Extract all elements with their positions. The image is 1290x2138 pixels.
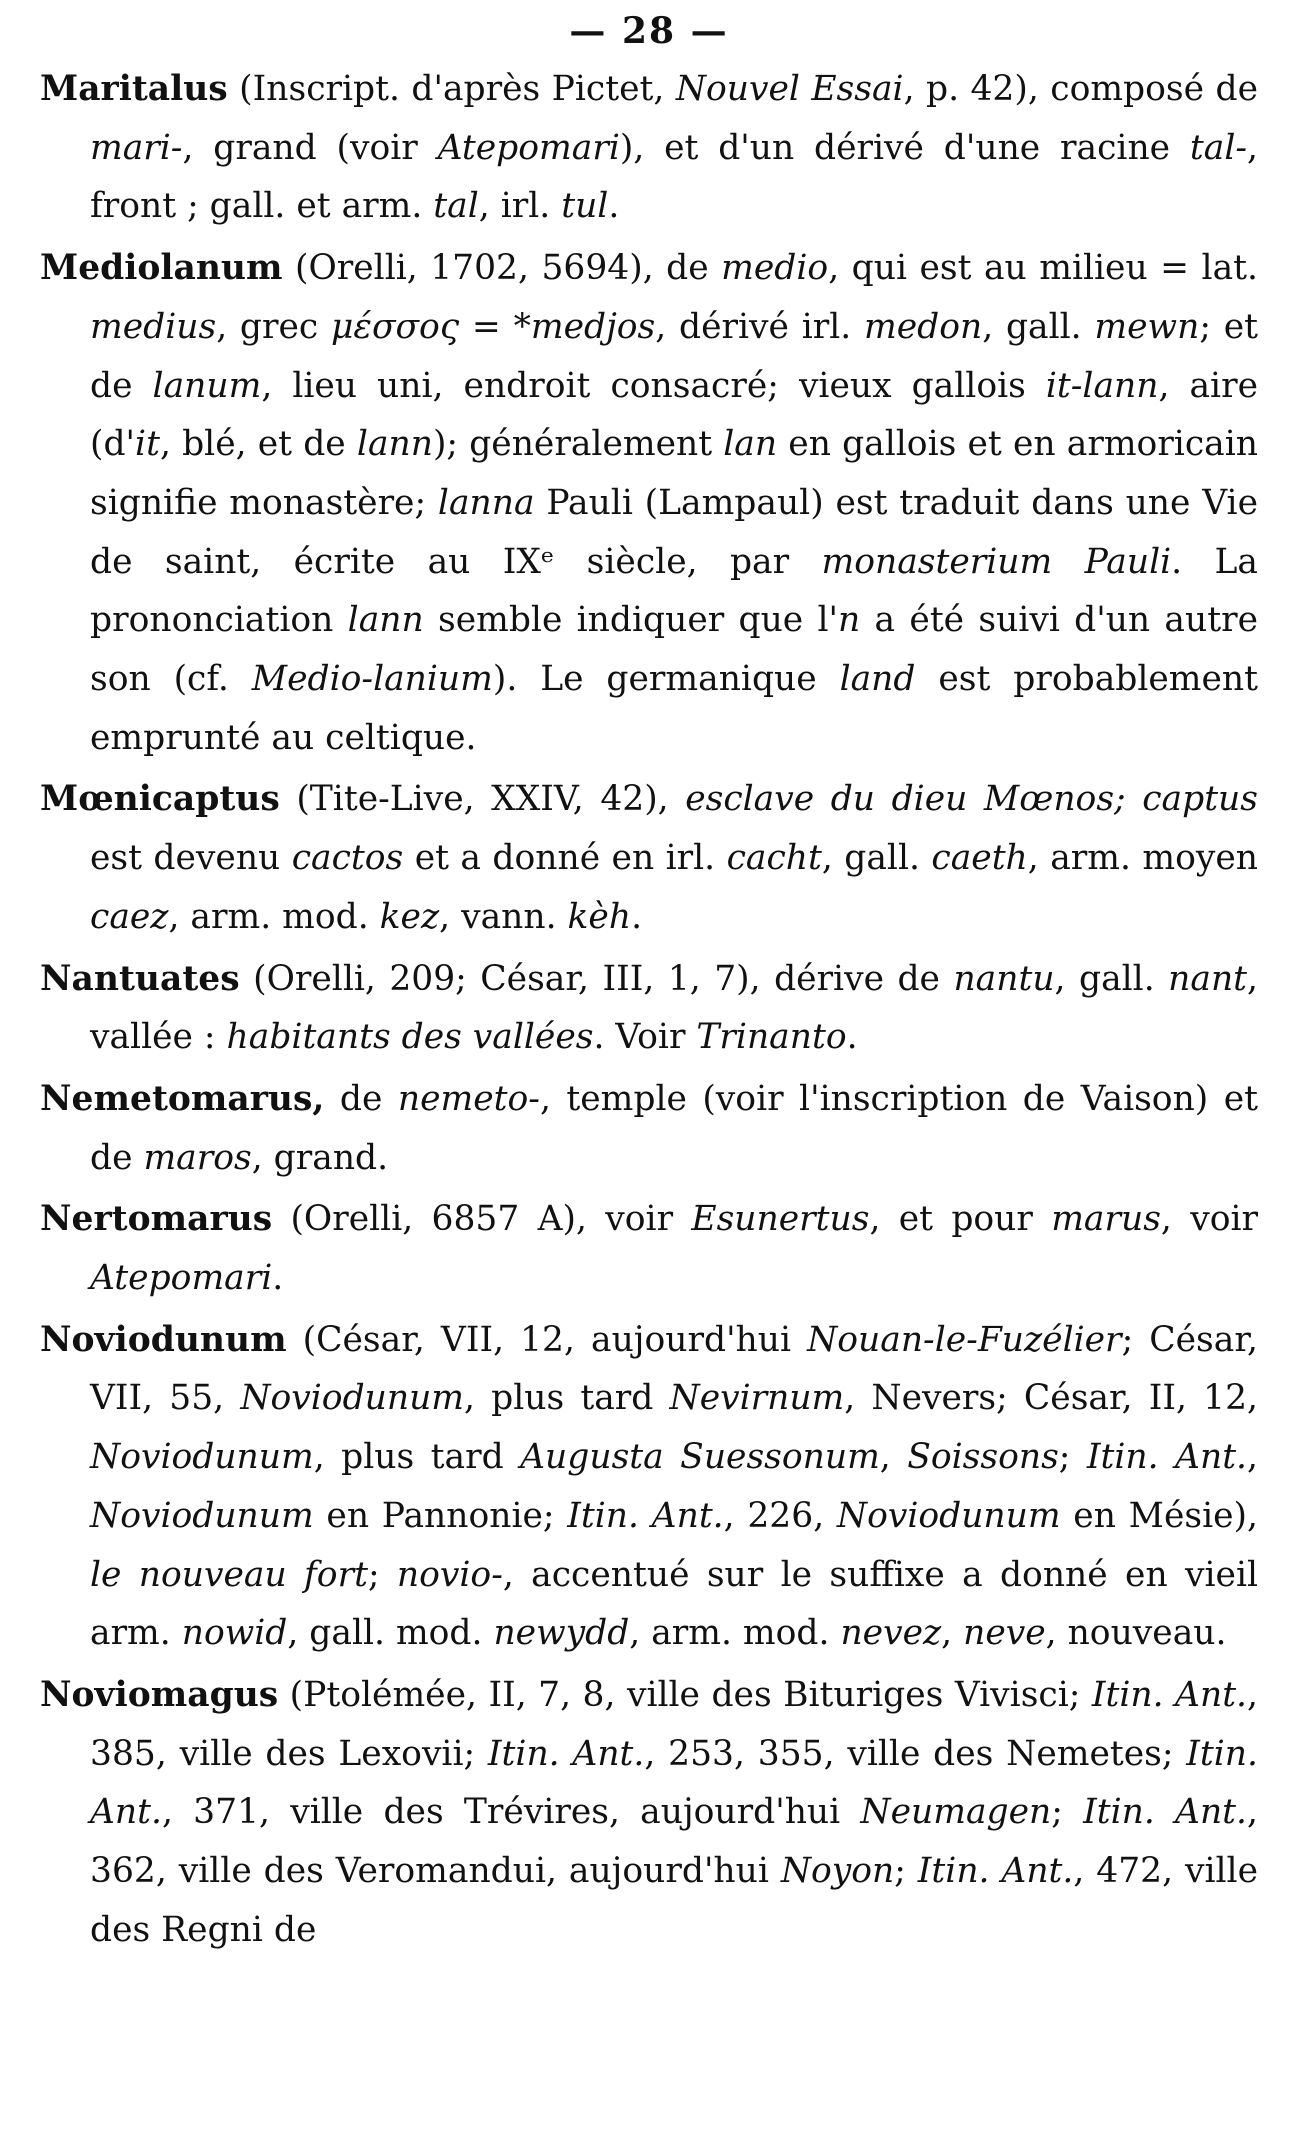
entry-text: , front ; gall. et arm. — [90, 127, 1258, 227]
dictionary-entry — [40, 1190, 1258, 1307]
italic-term: lan — [723, 424, 778, 465]
italic-term: cacht — [726, 838, 822, 879]
entry-text: , 472, ville des Regni de — [90, 1851, 1258, 1950]
entry-headword: Mediolanum — [40, 248, 283, 289]
entry-text: (Orelli, 209; César, III, 1, 7), dérive de — [239, 958, 954, 999]
italic-term: tal — [433, 186, 479, 227]
italic-term: mari- — [90, 127, 183, 168]
entry-text: , arm. mod. — [168, 896, 380, 937]
entry-text: , grand. — [251, 1137, 389, 1178]
entry-headword: Noviomagus — [40, 1674, 279, 1715]
entry-headword: Nertomarus — [40, 1199, 273, 1240]
entry-text: , gall. — [1054, 958, 1169, 999]
entry-text: (César, VII, 12, aujourd'hui — [286, 1319, 808, 1360]
entry-text: , blé, et de — [159, 424, 357, 465]
entry-text: , 226, — [723, 1495, 837, 1536]
italic-term: Itin. Ant. — [917, 1851, 1074, 1892]
entry-headword: Maritalus — [40, 69, 228, 109]
entry-text: , nouveau. — [1045, 1613, 1227, 1654]
entry-headword: Mœnicaptus — [40, 779, 280, 820]
entry-text: et a donné en irl. — [403, 838, 727, 879]
italic-term: nemeto- — [397, 1078, 540, 1119]
italic-term: it-lann — [1045, 365, 1159, 406]
entry-text: , 253, 355, ville des Nemetes; — [644, 1733, 1187, 1774]
entry-text: en Pannonie; — [313, 1495, 568, 1536]
italic-term: Neumagen — [860, 1792, 1052, 1833]
entry-text: , irl. — [478, 186, 562, 227]
dictionary-entry — [40, 950, 1258, 1067]
entry-text: , vann. — [439, 896, 568, 937]
entry-text: Pauli (Lampaul) est traduit dans une Vie de saint, écrite au IXᵉ siècle, par — [90, 482, 1258, 582]
entry-text: , grand (voir — [182, 127, 438, 168]
entry-text: ; César, VII, 55, — [90, 1319, 1258, 1419]
italic-term: Noviodunum — [836, 1495, 1061, 1536]
entry-text: semble indiquer que l' — [423, 600, 839, 641]
entry-text: (Orelli, 1702, 5694), de — [282, 248, 722, 289]
italic-term: nevez — [840, 1613, 942, 1654]
italic-term: Medio-lanium — [251, 659, 493, 700]
entry-text: , arm. moyen — [1027, 838, 1258, 879]
italic-term: le nouveau fort — [90, 1554, 368, 1595]
entry-text: . — [608, 186, 620, 227]
entry-text: , gall. — [982, 306, 1095, 347]
entry-text: ; — [367, 1554, 397, 1595]
italic-term: Noviodunum — [90, 1495, 314, 1536]
entry-headword: Noviodunum — [40, 1319, 287, 1360]
italic-term: Noyon — [780, 1851, 895, 1892]
entry-text: , — [879, 1437, 908, 1478]
italic-term: Trinanto — [696, 1017, 847, 1058]
italic-term: newydd — [493, 1613, 630, 1654]
italic-term: Itin. Ant. — [1091, 1674, 1248, 1715]
entry-text: en gallois et en armoricain signifie monastère; — [90, 424, 1258, 523]
entry-text: , 371, ville des Trévires, aujourd'hui — [161, 1792, 861, 1833]
italic-term: Noviodunum — [240, 1378, 465, 1419]
entry-text: est devenu — [90, 838, 292, 879]
entry-headword: Nemetomarus, — [40, 1078, 325, 1119]
entry-text: est probablement emprunté au celtique. — [90, 659, 1259, 758]
entry-text: (Inscript. d'après Pictet, — [227, 69, 676, 109]
entry-text: ). Le germanique — [492, 659, 840, 700]
italic-term: nantu — [953, 958, 1055, 999]
dictionary-entry — [40, 1311, 1258, 1663]
italic-term: Itin. Ant. — [1086, 1437, 1248, 1478]
italic-term: Atepomari — [437, 127, 620, 168]
entry-text: , plus tard — [464, 1378, 670, 1419]
italic-term: Esunertus — [691, 1199, 870, 1240]
italic-term: tul — [561, 186, 609, 227]
italic-term: monasterium Pauli — [821, 541, 1172, 582]
italic-term: land — [839, 659, 916, 700]
entry-text: , gall. — [821, 838, 932, 879]
entry-text: , dérivé irl. — [655, 306, 864, 347]
italic-term: Augusta Suessonum — [520, 1437, 880, 1478]
italic-term: Noviodunum — [90, 1437, 314, 1478]
italic-term: lann — [347, 600, 424, 641]
dictionary-entry — [40, 770, 1258, 946]
italic-term: cactos — [291, 838, 404, 879]
italic-term: Nouvel Essai — [675, 69, 904, 109]
italic-term: habitants des vallées — [226, 1017, 594, 1058]
entry-text: ; — [894, 1851, 918, 1892]
entry-text: a été suivi d'un autre son (cf. — [90, 600, 1258, 700]
entry-text: ; — [1051, 1792, 1084, 1833]
italic-term: lann — [356, 424, 433, 465]
italic-term: Itin. Ant. — [90, 1733, 1258, 1833]
italic-term: it — [135, 424, 160, 465]
entry-text: (Tite-Live, XXIV, 42), — [279, 779, 686, 820]
italic-term: nowid — [181, 1613, 288, 1654]
entry-text: ), et d'un dérivé d'une racine — [619, 127, 1190, 168]
italic-term: kèh — [567, 896, 632, 937]
italic-term: neve — [963, 1613, 1046, 1654]
entry-text: . Voir — [593, 1017, 697, 1058]
dictionary-entry — [40, 60, 1258, 236]
italic-term: caeth — [931, 838, 1028, 879]
entry-text: ; et de — [90, 306, 1258, 406]
entry-text: , qui est au milieu = lat. — [828, 248, 1258, 289]
entry-text: , gall. mod. — [287, 1613, 494, 1654]
entry-text: , voir — [1160, 1199, 1258, 1240]
italic-term: Atepomari — [90, 1258, 273, 1299]
entry-text: , plus tard — [313, 1437, 521, 1478]
entry-text: ); généralement — [432, 424, 724, 465]
italic-term: esclave du dieu Mœnos; captus — [685, 779, 1258, 820]
entry-text: . La prononciation — [90, 541, 1258, 641]
entry-text: , p. 42), composé de — [903, 69, 1258, 109]
dictionary-entry — [40, 239, 1258, 767]
italic-term: n — [838, 600, 861, 641]
entry-text: , Nevers; César, II, 12, — [844, 1378, 1259, 1419]
entry-text: , et pour — [869, 1199, 1052, 1240]
entry-text: , 385, ville des Lexovii; — [90, 1674, 1258, 1774]
italic-term: mewn — [1094, 306, 1200, 347]
entry-text: , vallée : — [90, 958, 1258, 1058]
entry-text: (Orelli, 6857 A), voir — [272, 1199, 692, 1240]
italic-term: Nouan-le-Fuzélier — [807, 1319, 1122, 1360]
entry-text: ; — [1058, 1437, 1087, 1478]
italic-term: nant — [1168, 958, 1248, 999]
entry-text: = — [459, 306, 514, 347]
entry-text: . — [846, 1017, 858, 1058]
italic-term: medon — [864, 306, 983, 347]
entry-text: , lieu uni, endroit consacré; vieux gallois — [261, 365, 1046, 406]
italic-term: medio — [721, 248, 829, 289]
italic-term: Soissons — [907, 1437, 1059, 1478]
italic-term: Nevirnum — [669, 1378, 845, 1419]
dictionary-entry — [40, 1666, 1258, 1960]
italic-term: maros — [143, 1137, 252, 1178]
entry-text: . — [631, 896, 643, 937]
italic-term: μέσσος — [331, 306, 460, 347]
italic-term: Itin. Ant. — [567, 1495, 724, 1536]
entry-text: . — [272, 1258, 284, 1299]
entry-text: , accentué sur le suffixe a donné en vieil arm. — [90, 1554, 1259, 1654]
entry-text: , temple (voir l'inscription de Vaison) et de — [90, 1078, 1258, 1178]
italic-term: marus — [1051, 1199, 1161, 1240]
dictionary-entry — [40, 1070, 1258, 1187]
italic-term: *medjos — [513, 306, 656, 347]
entry-text: , — [1247, 1437, 1258, 1478]
italic-term: medius — [90, 306, 217, 347]
entry-text: , grec — [216, 306, 332, 347]
entry-text: (Ptolémée, II, 7, 8, ville des Bituriges Vivisci; — [278, 1674, 1092, 1715]
book-page — [40, 0, 1258, 1963]
italic-term: novio- — [396, 1554, 503, 1595]
page-number: — 28 — — [569, 10, 729, 52]
entry-text: , 362, ville des Veromandui, aujourd'hui — [90, 1792, 1258, 1892]
entry-text: , aire (d' — [90, 365, 1259, 465]
entry-text: , — [941, 1613, 964, 1654]
italic-term: Itin. Ant. — [487, 1733, 645, 1774]
italic-term: caez — [90, 896, 169, 937]
italic-term: tal- — [1189, 127, 1248, 168]
italic-term: lanna — [437, 482, 535, 523]
dictionary-entries — [40, 60, 1258, 1960]
entry-text: de — [324, 1078, 398, 1119]
italic-term: lanum — [152, 365, 262, 406]
entry-text: , arm. mod. — [629, 1613, 841, 1654]
entry-headword: Nantuates — [40, 958, 240, 999]
italic-term: Itin. Ant. — [1083, 1792, 1248, 1833]
entry-text: en Mésie), — [1060, 1495, 1258, 1536]
italic-term: kez — [379, 896, 440, 937]
